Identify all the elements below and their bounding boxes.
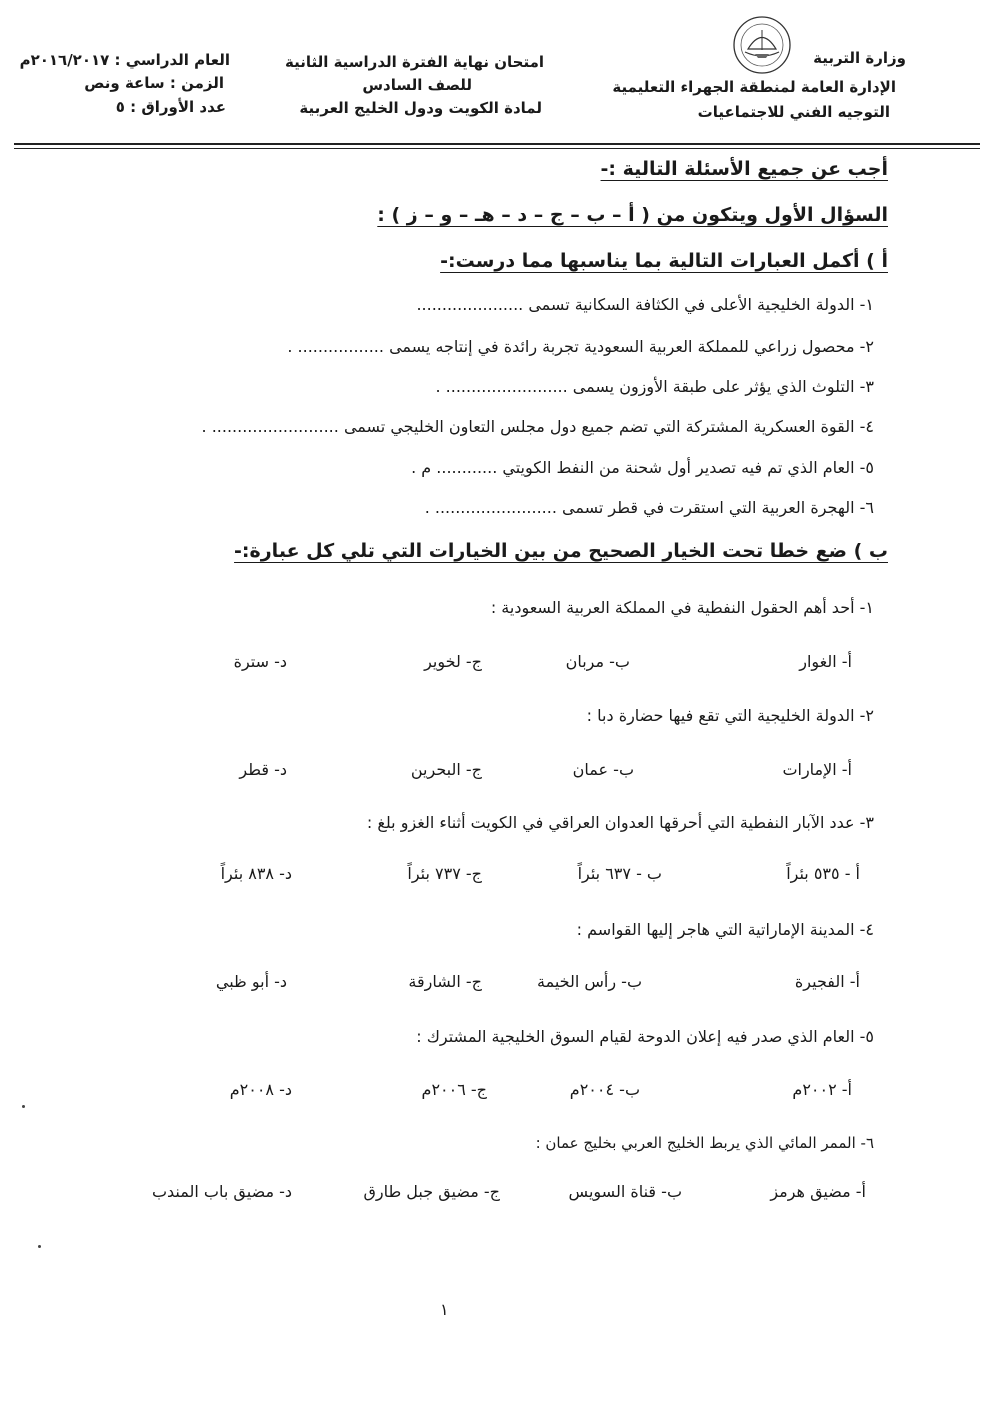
q4-option-d: د- أبو ظبي (215, 972, 287, 991)
part-b-question-1: ١- أحد أهم الحقول النفطية في المملكة العربية السعودية : (490, 598, 874, 617)
q2-option-c: ج- البحرين (410, 760, 482, 779)
grade-line: للصف السادس (362, 76, 472, 94)
header-divider-bottom (14, 148, 980, 149)
q2-option-d: د- قطر (239, 760, 287, 779)
part-a-item-6: ٦- الهجرة العربية التي استقرت في قطر تسمى ........................ . (424, 498, 874, 517)
part-b-title: ب ) ضع خطا تحت الخيار الصحيح من بين الخيارات التي تلي كل عبارة:- (234, 540, 888, 562)
page-number: ١ (440, 1300, 449, 1319)
q6-option-c: ج- مضيق جبل طارق (363, 1182, 500, 1201)
q1-option-b: ب- مربان (565, 652, 630, 671)
part-b-question-5: ٥- العام الذي صدر فيه إعلان الدوحة لقيام السوق الخليجية المشترك : (416, 1027, 874, 1046)
q2-option-b: ب- عمان (572, 760, 634, 779)
question1-title: السؤال الأول ويتكون من ( أ – ب – ج – د – هـ – و – ز ) : (377, 204, 888, 226)
dept-line: التوجيه الفني للاجتماعيات (697, 103, 890, 121)
q1-option-d: د- سترة (233, 652, 287, 671)
duration-line: الزمن : ساعة ونص (84, 74, 224, 92)
q5-option-c: ج- ٢٠٠٦م (421, 1080, 487, 1099)
q3-option-c: ج- ٧٣٧ بئراً (407, 864, 482, 883)
q3-option-d: د- ٨٣٨ بئراً (220, 864, 292, 883)
q6-option-d: د- مضيق باب المندب (151, 1182, 292, 1201)
q5-option-a: أ- ٢٠٠٢م (792, 1080, 852, 1099)
page-count-line: عدد الأوراق : ٥ (115, 98, 226, 116)
q5-option-d: د- ٢٠٠٨م (229, 1080, 292, 1099)
q6-option-b: ب- قناة السويس (568, 1182, 682, 1201)
part-b-question-2: ٢- الدولة الخليجية التي تقع فيها حضارة دبا : (586, 706, 874, 725)
scan-speck (38, 1245, 41, 1248)
q5-option-b: ب- ٢٠٠٤م (569, 1080, 640, 1099)
q3-option-b: ب - ٦٣٧ بئراً (577, 864, 662, 883)
subject-line: لمادة الكويت ودول الخليج العربية (299, 99, 542, 117)
q2-option-a: أ- الإمارات (782, 760, 852, 779)
part-b-question-4: ٤- المدينة الإماراتية التي هاجر إليها القواسم : (576, 920, 874, 939)
instructions-heading: أجب عن جميع الأسئلة التالية :- (600, 158, 888, 180)
exam-title-line: امتحان نهاية الفترة الدراسية الثانية (284, 53, 544, 71)
admin-line: الإدارة العامة لمنطقة الجهراء التعليمية (612, 78, 896, 96)
part-b-question-3: ٣- عدد الآبار النفطية التي أحرقها العدوان العراقي في الكويت أثناء الغزو بلغ : (366, 813, 874, 832)
q3-option-a: أ - ٥٣٥ بئراً (786, 864, 860, 883)
kuwait-emblem-logo (731, 14, 793, 76)
part-a-title: أ ) أكمل العبارات التالية بما يناسبها مما درست:- (440, 250, 888, 272)
q1-option-c: ج- لخوير (424, 652, 482, 671)
q4-option-b: ب- رأس الخيمة (536, 972, 642, 991)
part-a-item-1: ١- الدولة الخليجية الأعلى في الكثافة السكانية تسمى ..................... (416, 295, 874, 314)
part-a-item-2: ٢- محصول زراعي للمملكة العربية السعودية تجربة رائدة في إنتاجه يسمى ................. . (287, 337, 874, 356)
q4-option-c: ج- الشارقة (408, 972, 482, 991)
q6-option-a: أ- مضيق هرمز (770, 1182, 866, 1201)
part-b-question-6: ٦- الممر المائي الذي يربط الخليج العربي بخليج عمان : (535, 1134, 874, 1152)
q1-option-a: أ- الغوار (799, 652, 852, 671)
scan-speck (22, 1105, 25, 1108)
part-a-item-5: ٥- العام الذي تم فيه تصدير أول شحنة من النفط الكويتي ............ م . (411, 458, 874, 477)
ministry-line: وزارة التربية (813, 49, 906, 67)
q4-option-a: أ- الفجيرة (794, 972, 860, 991)
school-year-line: العام الدراسي : ٢٠١٦/٢٠١٧م (19, 51, 230, 69)
part-a-item-4: ٤- القوة العسكرية المشتركة التي تضم جميع دول مجلس التعاون الخليجي تسمى ......................... . (201, 417, 874, 436)
part-a-item-3: ٣- التلوث الذي يؤثر على طبقة الأوزون يسمى ........................ . (435, 377, 874, 396)
header-divider-top (14, 143, 980, 145)
